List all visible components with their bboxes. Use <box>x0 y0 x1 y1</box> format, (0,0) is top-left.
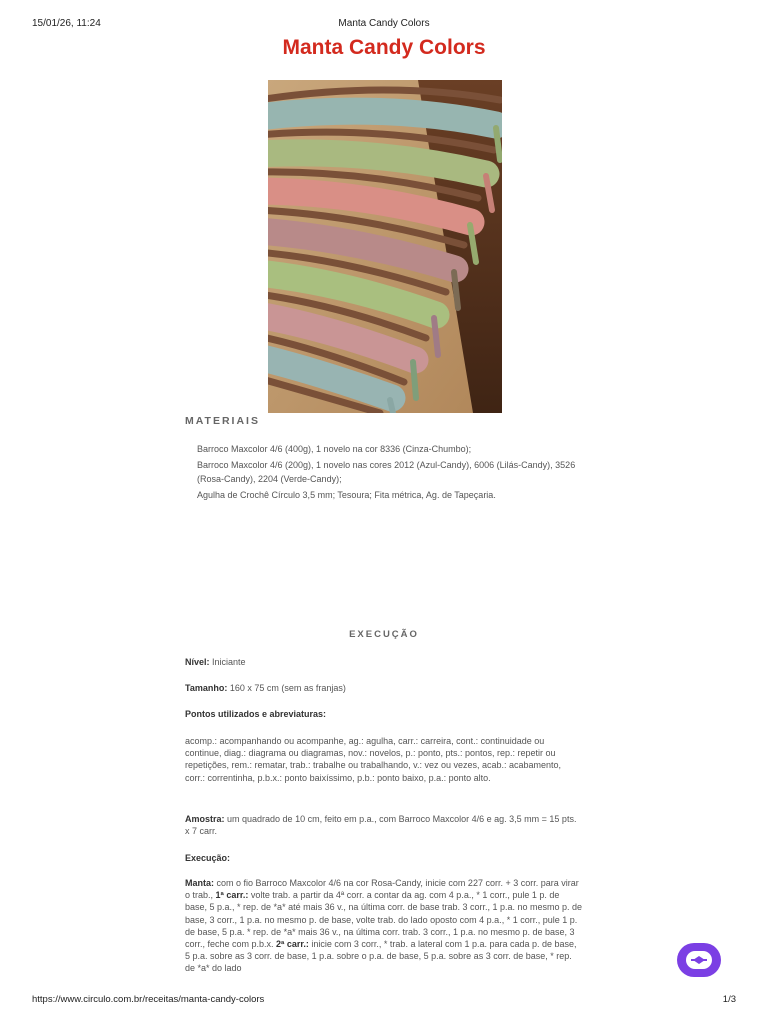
print-header <box>32 18 736 30</box>
nivel-value: Iniciante <box>209 657 246 667</box>
execucao-subheading-text: Execução: <box>185 853 231 863</box>
materiais-list <box>197 442 577 504</box>
pontos-heading <box>185 708 583 720</box>
manta-text: volte trab. a partir da 4ª corr. a contar da ag. com 4 p.a., * 1 corr., pule 1 p. de base, 5 p.a., * rep. de *a* até mais 36 v., na última corr. de base trab. 3 corr., 1 p.a. no mesmo p. de base, 3 corr., 1 p.a. no mesmo p. de base, volte trab. do lado oposto com 4 p.a., * 1 corr., pule 1 p. de base, 5 p.a. * rep. de *a* mais 36 v., na última corr. trab. 3 corr., 1 p.a. no mesmo p. de base, 3 corr., feche com p.b.x. <box>185 890 583 950</box>
manta-label: Manta: <box>185 878 214 888</box>
abreviaturas-paragraph: acomp.: acompanhando ou acompanhe, ag.: agulha, carr.: carreira, cont.: continuidade ou continue, diag.: diagrama ou diagramas, nov.: novelos, p.: ponto, pts.: pontos, rep.: repetir ou repetições, rem.: rematar, trab.: trabalhe ou trabalhando, v.: vez ou vezes, acab.: acabamento, corr.: correntinha, p.b.x.: ponto baixíssimo, p.b.: ponto baixo, p.a.: ponto alto. <box>185 736 562 783</box>
execucao-subheading <box>185 852 583 864</box>
page-title: Manta Candy Colors <box>282 36 486 59</box>
list-item: Barroco Maxcolor 4/6 (400g), 1 novelo na cor 8336 (Cinza-Chumbo); <box>197 444 472 454</box>
page-url-link[interactable]: https://www.circulo.com.br/receitas/manta-candy-colors <box>32 994 265 1005</box>
page-number: 1/3 <box>722 994 736 1005</box>
manta-paragraph <box>185 877 583 975</box>
nivel-line <box>185 656 583 668</box>
blanket-photo <box>268 80 502 413</box>
tamanho-value: 160 x 75 cm (sem as franjas) <box>227 683 346 693</box>
print-timestamp: 15/01/26, 11:24 <box>32 18 101 29</box>
amostra-line <box>185 813 583 837</box>
chat-assistant-button[interactable] <box>677 943 721 977</box>
list-item: Agulha de Crochê Círculo 3,5 mm; Tesoura; Fita métrica, Ag. de Tapeçaria. <box>197 490 496 500</box>
list-item: Barroco Maxcolor 4/6 (200g), 1 novelo nas cores 2012 (Azul-Candy), 6006 (Lilás-Candy), 3526 (Rosa-Candy), 2204 (Verde-Candy); <box>197 460 576 484</box>
amostra-label: Amostra: <box>185 814 225 824</box>
print-footer <box>32 994 736 1006</box>
print-doc-title: Manta Candy Colors <box>338 18 430 29</box>
execucao-heading: EXECUÇÃO <box>349 629 419 640</box>
amostra-value: um quadrado de 10 cm, feito em p.a., com Barroco Maxcolor 4/6 e ag. 3,5 mm = 15 pts. x 7 carr. <box>185 814 577 837</box>
manta-text: com o fio Barroco Maxcolor 4/6 na cor Rosa-Candy, inicie com 227 corr. + 3 corr. para virar o trab., <box>185 878 579 901</box>
carr2-label: 2ª carr.: <box>276 939 309 950</box>
pontos-heading-text: Pontos utilizados e abreviaturas: <box>185 709 327 719</box>
nivel-label: Nível: <box>185 657 210 667</box>
chat-bubble-icon <box>685 950 713 970</box>
materiais-heading: MATERIAIS <box>185 415 260 427</box>
manta-text: inicie com 3 corr., * trab. a lateral com 1 p.a. para cada p. de base, 5 p.a. sobre as 3 corr. de base, 1 p.a. sobre o p.a. de base, 5 p.a. sobre as 3 corr. de base, * rep. de *a* do lado <box>185 939 577 974</box>
tamanho-label: Tamanho: <box>185 683 228 693</box>
carr1-label: 1ª carr.: <box>215 890 249 901</box>
tamanho-line <box>185 682 583 694</box>
